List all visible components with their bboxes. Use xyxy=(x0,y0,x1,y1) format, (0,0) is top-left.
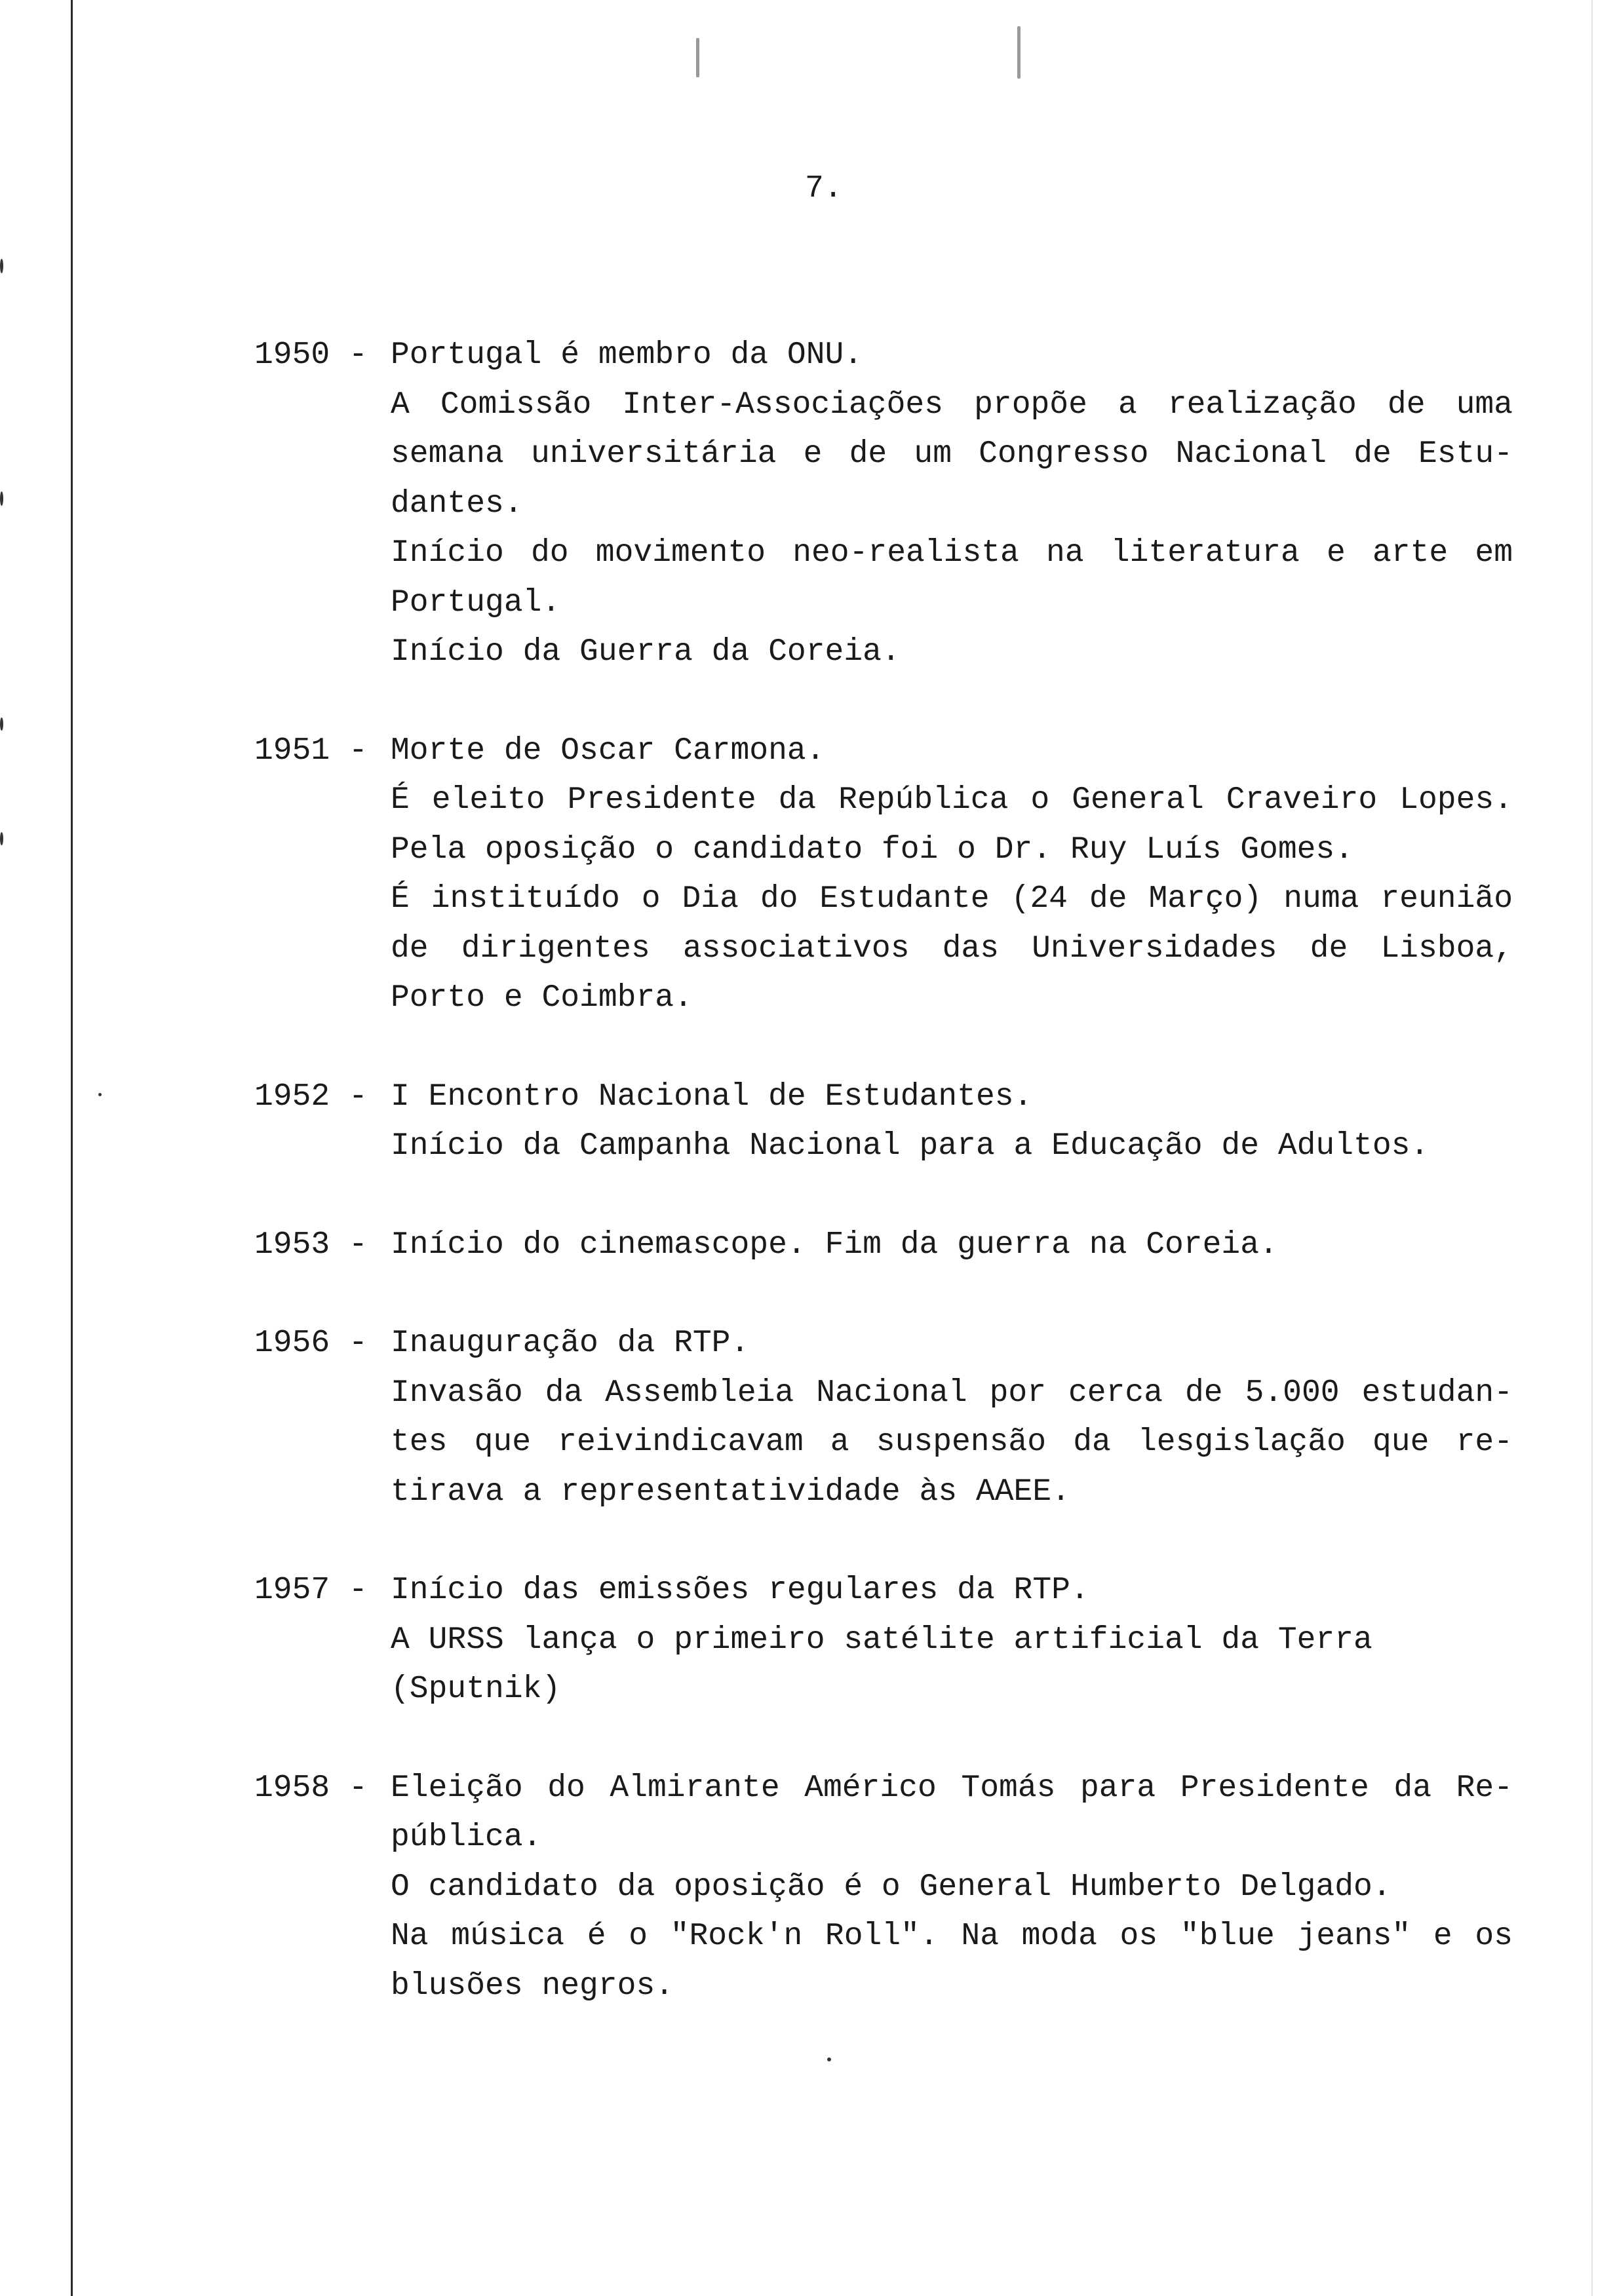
entry-line: É eleito Presidente da República o General Craveiro Lopes. xyxy=(391,782,1513,818)
chronology-entry-1958 xyxy=(254,1764,1513,2012)
scan-speck xyxy=(0,718,3,731)
entry-line: pública. xyxy=(391,1820,542,1855)
scan-speck xyxy=(0,832,3,845)
entry-line: Início da Campanha Nacional para a Educação de Adultos. xyxy=(391,1128,1430,1164)
entry-line: Início da Guerra da Coreia. xyxy=(391,634,901,670)
scan-speck xyxy=(696,38,699,77)
entry-line: Portugal é membro da ONU. xyxy=(391,337,863,373)
scan-speck xyxy=(1017,26,1021,79)
entry-line: O candidato da oposição é o General Humberto Delgado. xyxy=(391,1869,1391,1905)
entry-line: dantes. xyxy=(391,486,523,522)
entry-line: Início das emissões regulares da RTP. xyxy=(391,1573,1089,1608)
entry-text xyxy=(391,331,1513,678)
chronology-entry-1952 xyxy=(254,1073,1513,1172)
entry-text xyxy=(391,727,1513,1024)
chronology-entry-1951 xyxy=(254,727,1513,1024)
entry-line: É instituído o Dia do Estudante (24 de Março) numa reunião xyxy=(391,881,1513,917)
entry-line: tirava a representatividade às AAEE. xyxy=(391,1474,1070,1510)
entry-line: Inauguração da RTP. xyxy=(391,1326,750,1361)
page-right-edge xyxy=(1591,0,1593,2296)
entry-line: I Encontro Nacional de Estudantes. xyxy=(391,1079,1033,1115)
entry-text xyxy=(391,1319,1513,1517)
chronology-entry-1953 xyxy=(254,1221,1513,1271)
entry-line: Eleição do Almirante Américo Tomás para Presidente da Re- xyxy=(391,1770,1513,1806)
entry-line: Portugal. xyxy=(391,584,561,621)
scan-speck xyxy=(98,1093,102,1096)
chronology-entry-1957 xyxy=(254,1566,1513,1715)
entry-year: 1956 - xyxy=(254,1326,368,1361)
scan-speck xyxy=(0,259,3,273)
entry-text xyxy=(391,1221,1513,1271)
entry-line: de dirigentes associativos das Universidades de Lisboa, xyxy=(391,930,1513,966)
scan-speck xyxy=(0,491,3,506)
entry-line: Início do cinemascope. Fim da guerra na Coreia. xyxy=(391,1227,1278,1263)
entry-line: Invasão da Assembleia Nacional por cerca de 5.000 estudan- xyxy=(391,1375,1513,1411)
entry-text xyxy=(391,1764,1513,2012)
entry-line: A Comissão Inter-Associações propõe a realização de uma xyxy=(391,387,1513,423)
entry-year: 1952 - xyxy=(254,1079,368,1115)
entry-line: Pela oposição o candidato foi o Dr. Ruy Luís Gomes. xyxy=(391,832,1354,868)
entry-line: Porto e Coimbra. xyxy=(391,980,693,1016)
chronology-entry-1950 xyxy=(254,331,1513,678)
entry-year: 1951 - xyxy=(254,733,368,769)
entry-year: 1953 - xyxy=(254,1227,368,1263)
entry-line: Na música é o "Rock'n Roll". Na moda os "blue jeans" e os xyxy=(391,1919,1513,1954)
chronology-entry-1956 xyxy=(254,1319,1513,1517)
entry-line: blusões negros. xyxy=(391,1968,674,2004)
entry-year: 1950 - xyxy=(254,337,368,373)
entry-line: (Sputnik) xyxy=(391,1672,561,1707)
page-number: 7. xyxy=(805,171,843,206)
entry-line: Início do movimento neo-realista na literatura e arte em xyxy=(391,535,1513,571)
chronology-list xyxy=(254,331,1513,2060)
entry-year: 1957 - xyxy=(254,1573,368,1608)
entry-line: A URSS lança o primeiro satélite artificial da Terra xyxy=(391,1622,1372,1658)
entry-line: tes que reivindicavam a suspensão da lesgislação que re- xyxy=(391,1425,1513,1460)
binding-edge-line xyxy=(71,0,73,2296)
entry-text xyxy=(391,1566,1513,1715)
entry-year: 1958 - xyxy=(254,1770,368,1806)
entry-line: Morte de Oscar Carmona. xyxy=(391,733,825,769)
entry-line: semana universitária e de um Congresso Nacional de Estu- xyxy=(391,436,1513,472)
entry-text xyxy=(391,1073,1513,1172)
